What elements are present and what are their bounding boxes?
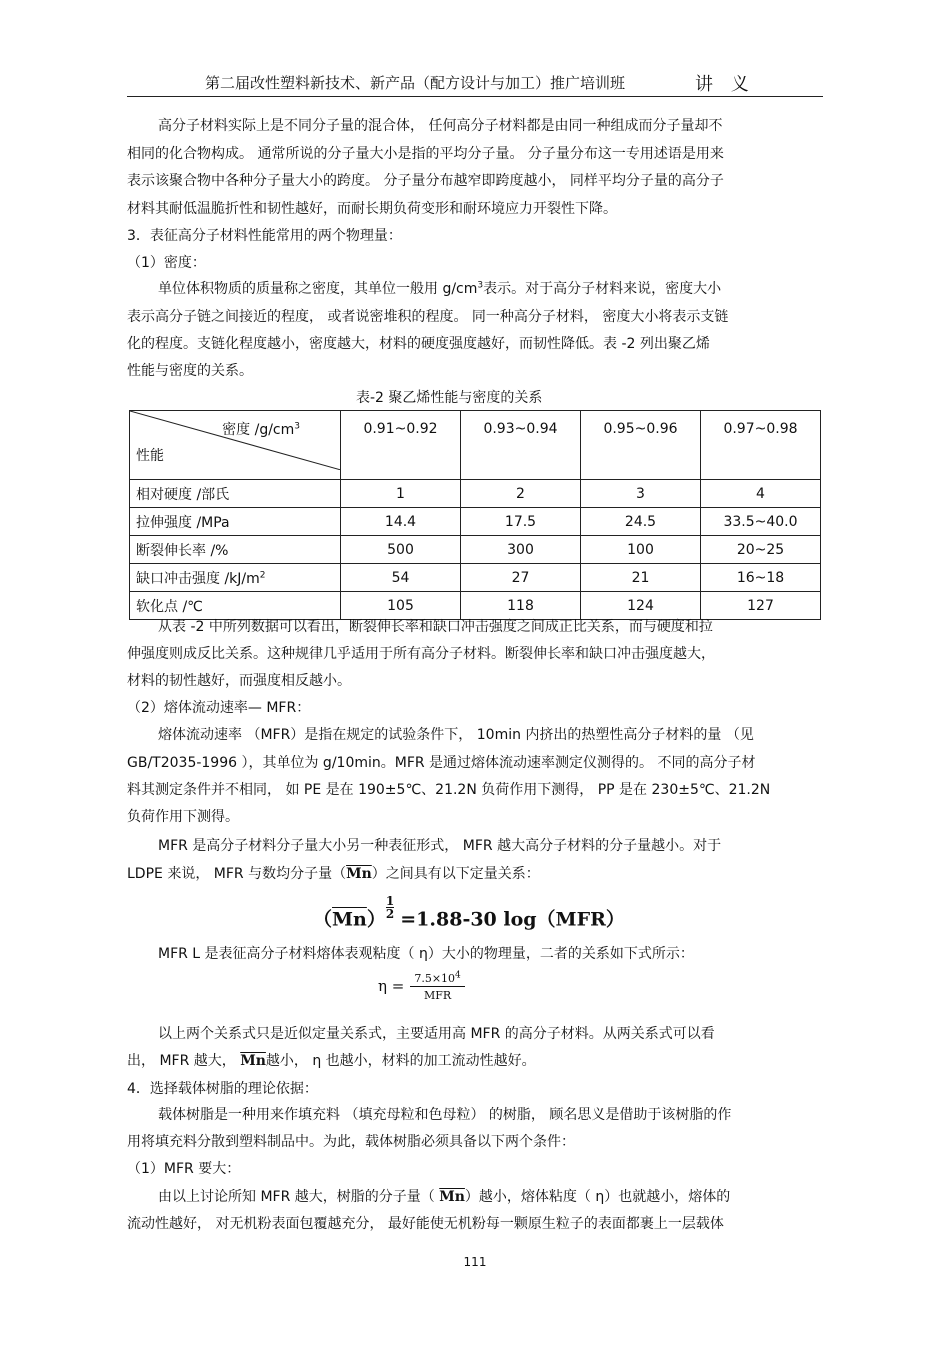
mfr-para3-line-1: MFR L 是表征高分子材料熔体表观粘度（ η）大小的物理量，二者的关系如下式所示： [158, 946, 694, 962]
table-cell: 1 [341, 480, 461, 508]
table-row [130, 564, 821, 592]
row-label: 相对硬度 /部氏 [130, 480, 341, 508]
header-title: 第二届改性塑料新技术、新产品（配方设计与加工）推广培训班 [205, 74, 626, 92]
table-cell: 27 [461, 564, 581, 592]
intro-line-3: 表示该聚合物中各种分子量大小的跨度。 分子量分布越窄即跨度越小， 同样平均分子量的高分子 [127, 173, 724, 189]
table-cell: 300 [461, 536, 581, 564]
table-cell: 54 [341, 564, 461, 592]
density-line-3: 化的程度。支链化程度越小，密度越大，材料的硬度强度越好，而韧性降低。表 -2 列出聚乙烯 [127, 336, 710, 352]
column-header: 0.95~0.96 [581, 411, 701, 480]
table-header-row [130, 411, 821, 480]
mfr-line-2: GB/T2035-1996 ），其单位为 g/10min。MFR 是通过熔体流动速率测定仪测得的。 不同的高分子材 [127, 755, 756, 771]
column-header: 0.93~0.94 [461, 411, 581, 480]
table-cell: 100 [581, 536, 701, 564]
table-cell: 33.5~40.0 [701, 508, 821, 536]
mfr-para4-line-2: 出， MFR 越大， $\overline{Mn}$越小， η 也越小，材料的加工流动性越好。 [127, 1053, 536, 1069]
mfr-sub-heading: （2）熔体流动速率— MFR： [127, 700, 311, 716]
table-cell: 20~25 [701, 536, 821, 564]
mfr-para2-line-2: LDPE 来说， MFR 与数均分子量$(\overline{Mn})$之间具有以下定量关系： [127, 866, 540, 882]
table-cell: 127 [701, 592, 821, 620]
table-cell: 16~18 [701, 564, 821, 592]
density-property-table [129, 410, 821, 620]
section4-sub-mfr: （1）MFR 要大： [127, 1161, 241, 1177]
intro-line-1: 高分子材料实际上是不同分子量的混合体， 任何高分子材料都是由同一种组成而分子量却不 [158, 118, 723, 134]
mfr-line-4: 负荷作用下测得。 [127, 809, 239, 825]
density-line-4: 性能与密度的关系。 [127, 363, 253, 379]
table-corner-cell [130, 411, 341, 480]
table-cell: 24.5 [581, 508, 701, 536]
mfr-line-1: 熔体流动速率 （MFR）是指在规定的试验条件下， 10min 内挤出的热塑性高分子材料的量 （见 [158, 727, 754, 743]
table-caption: 表-2 聚乙烯性能与密度的关系 [356, 390, 543, 406]
table-cell: 500 [341, 536, 461, 564]
table-cell: 14.4 [341, 508, 461, 536]
after-table-line-3: 材料的韧性越好，而强度相反越小。 [127, 673, 351, 689]
row-label: 拉伸强度 /MPa [130, 508, 341, 536]
section4-line-1: 载体树脂是一种用来作填充料 （填充母粒和色母粒） 的树脂， 顾名思义是借助于该树脂的作 [158, 1107, 732, 1123]
mfr-para4-line-1: 以上两个关系式只是近似定量关系式，主要适用高 MFR 的高分子材料。从两关系式可以看 [158, 1026, 715, 1042]
intro-line-4: 材料其耐低温脆折性和韧性越好，而耐长期负荷变形和耐环境应力开裂性下降。 [127, 201, 617, 217]
row-label: 断裂伸长率 /% [130, 536, 341, 564]
table-row [130, 508, 821, 536]
formula-mn-mfr: $(\overline{Mn})$ $\frac{1}{2}$ =1.88-30 log（MFR） [313, 894, 625, 931]
section4-para2-line-1: 由以上讨论所知 MFR 越大，树脂的分子量（ $\overline{Mn}$）越小，熔体粘度（ η）也就越小，熔体的 [158, 1189, 731, 1205]
table-cell: 17.5 [461, 508, 581, 536]
row-label: 缺口冲击强度 $/kJ/m^2$ [130, 564, 341, 592]
section4-para2-line-2: 流动性越好， 对无机粉表面包覆越充分， 最好能使无机粉每一颗原生粒子的表面都裹上一层载体 [127, 1216, 724, 1232]
section4-heading: 4．选择载体树脂的理论依据： [127, 1081, 318, 1097]
intro-line-2: 相同的化合物构成。 通常所说的分子量大小是指的平均分子量。 分子量分布这一专用述语是用来 [127, 146, 724, 162]
after-table-line-1: 从表 -2 中所列数据可以看出，断裂伸长率和缺口冲击强度之间成正比关系，而与硬度和拉 [158, 619, 713, 635]
mfr-para2-line-1: MFR 是高分子材料分子量大小另一种表征形式， MFR 越大高分子材料的分子量越小。对于 [158, 838, 722, 854]
table-row [130, 480, 821, 508]
table-cell: 21 [581, 564, 701, 592]
table-cell: 4 [701, 480, 821, 508]
section3-heading: 3．表征高分子材料性能常用的两个物理量： [127, 228, 402, 244]
table-cell: 2 [461, 480, 581, 508]
mfr-line-3: 料其测定条件并不相同， 如 PE 是在 190±5℃、21.2N 负荷作用下测得， PP 是在 230±5℃、21.2N [127, 782, 771, 798]
table-row [130, 536, 821, 564]
density-line-2: 表示高分子链之间接近的程度， 或者说密堆积的程度。 同一种高分子材料， 密度大小将表示支链 [127, 309, 729, 325]
table-cell: 105 [341, 592, 461, 620]
section3-sub-density: （1）密度： [127, 255, 206, 271]
table-cell: 3 [581, 480, 701, 508]
table-cell: 118 [461, 592, 581, 620]
density-line-1: 单位体积物质的质量称之密度，其单位一般用 $g/cm^3$表示。对于高分子材料来说，密度大小 [158, 280, 722, 297]
corner-property-label: 性能 [136, 448, 164, 464]
corner-density-label: 密度 $/g/cm^3$ [222, 421, 300, 438]
table-cell: 124 [581, 592, 701, 620]
after-table-line-2: 伸强度则成反比关系。这种规律几乎适用于所有高分子材料。断裂伸长率和缺口冲击强度越大， [127, 646, 715, 662]
section4-line-2: 用将填充料分散到塑料制品中。为此，载体树脂必须具备以下两个条件： [127, 1134, 575, 1150]
row-label: 软化点 /℃ [130, 592, 341, 620]
formula-viscosity: η = $\frac{7.5\times 10^4}{\text{MFR}}$ [378, 972, 465, 1002]
column-header: 0.91~0.92 [341, 411, 461, 480]
table-row [130, 592, 821, 620]
page-number: 111 [463, 1255, 487, 1269]
column-header: 0.97~0.98 [701, 411, 821, 480]
header-lecture: 讲 义 [695, 74, 755, 95]
page-header [127, 70, 823, 97]
